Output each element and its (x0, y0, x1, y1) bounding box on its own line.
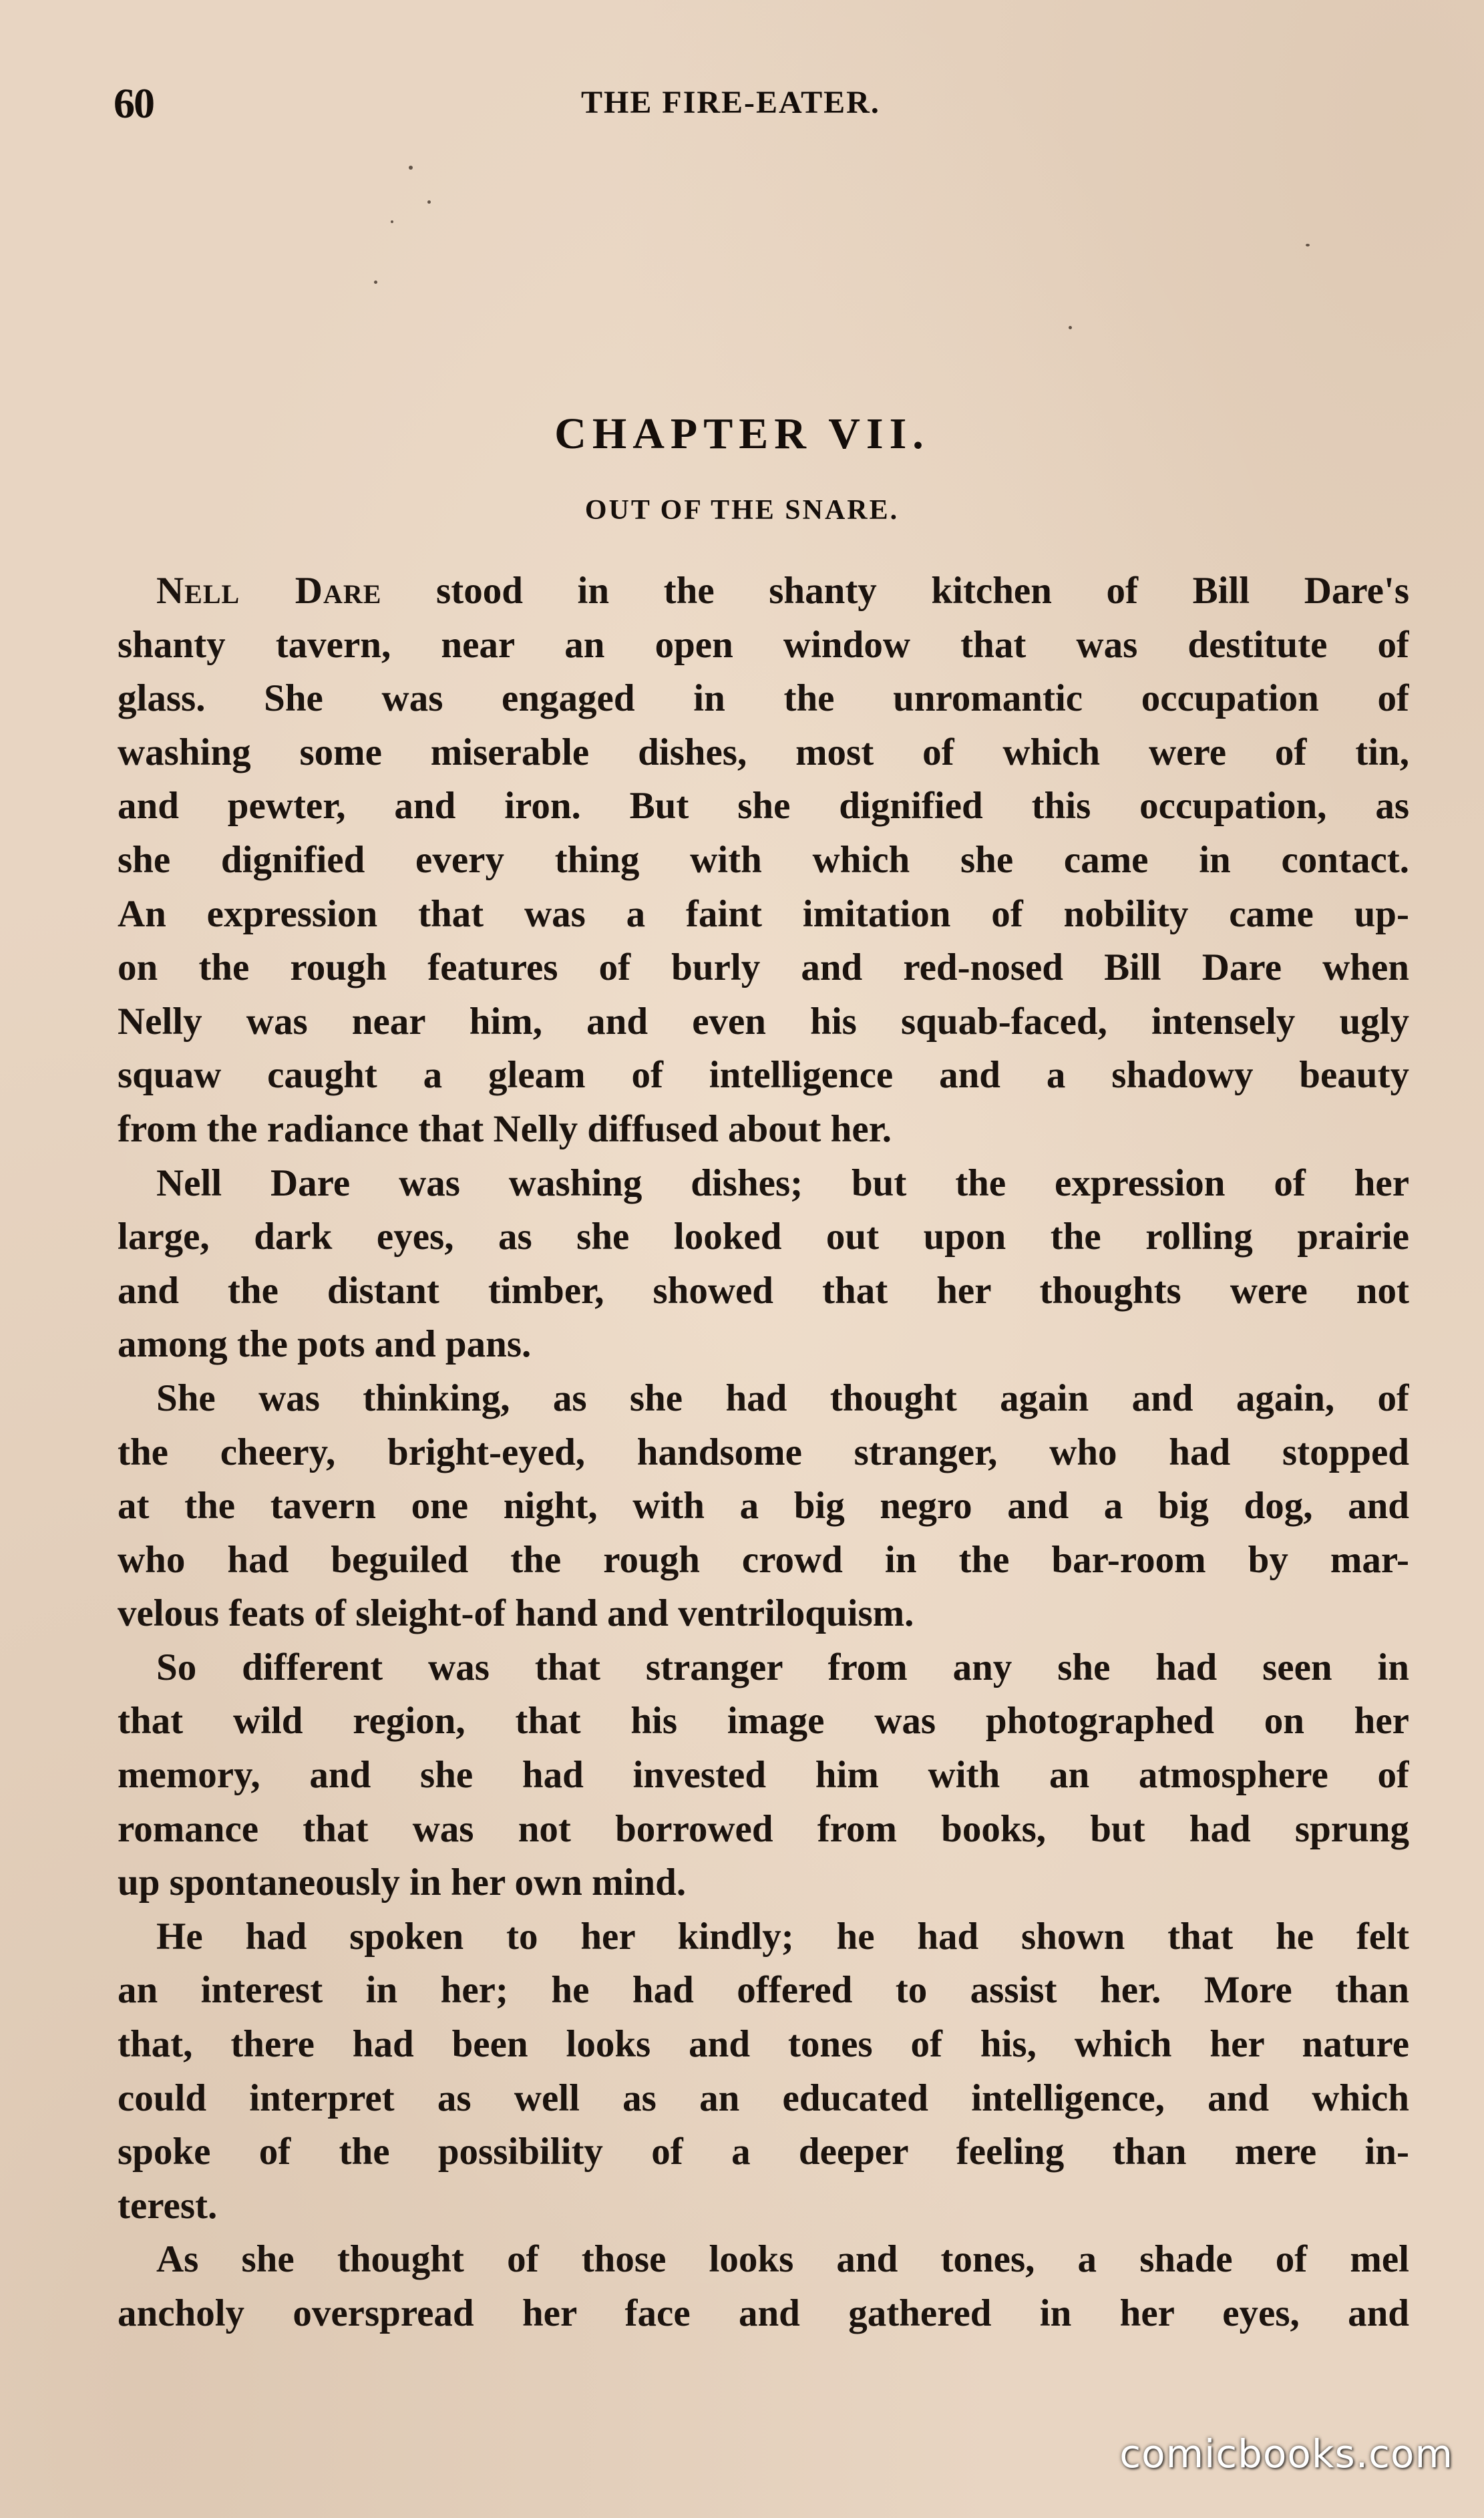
text-line: Nelly was near him, and even his squab-faced, intensely ugly (118, 1000, 1409, 1043)
text-line: and the distant timber, showed that her thoughts were not (118, 1269, 1409, 1312)
page-number: 60 (114, 79, 154, 127)
text-line: velous feats of sleight-of hand and ventriloquism. (118, 1592, 914, 1635)
text-line: that, there had been looks and tones of his, which her nature (118, 2023, 1409, 2066)
ink-speck (427, 200, 431, 204)
text-line: from the radiance that Nelly diffused about her. (118, 1107, 892, 1150)
running-title: THE FIRE-EATER. (581, 85, 880, 120)
lead-in: Nell Dare (156, 570, 382, 612)
ink-speck (374, 281, 377, 284)
text-line: that wild region, that his image was photographed on her (118, 1700, 1409, 1743)
text-line: at the tavern one night, with a big negro and a big dog, and (118, 1485, 1409, 1527)
text-line: ancholy overspread her face and gathered in her eyes, and (118, 2292, 1409, 2334)
ink-speck (1069, 326, 1072, 329)
text-line: Nell Dare was washing dishes; but the expression of her (156, 1161, 1409, 1204)
text-line: who had beguiled the rough crowd in the bar-room by mar- (118, 1538, 1409, 1581)
text-line: He had spoken to her kindly; he had shown that he felt (156, 1915, 1409, 1958)
text-line: She was thinking, as she had thought again and again, of (156, 1377, 1409, 1419)
text-line: could interpret as well as an educated intelligence, and which (118, 2077, 1409, 2119)
text-line: on the rough features of burly and red-nosed Bill Dare when (118, 946, 1409, 989)
chapter-heading: CHAPTER VII. (554, 409, 930, 458)
text-line: squaw caught a gleam of intelligence and a shadowy beauty (118, 1054, 1409, 1097)
text-line: and pewter, and iron. But she dignified this occupation, as (118, 785, 1409, 828)
text-line: up spontaneously in her own mind. (118, 1861, 687, 1904)
bleed-through-texture (120, 180, 1376, 528)
text-line: large, dark eyes, as she looked out upon the rolling prairie (118, 1216, 1409, 1258)
text-line: washing some miserable dishes, most of which were of tin, (118, 731, 1409, 773)
running-header (114, 79, 1416, 132)
ink-speck (409, 166, 413, 170)
text-line: terest. (118, 2184, 218, 2227)
text-line: memory, and she had invested him with an atmosphere of (118, 1754, 1409, 1797)
text-line: So different was that stranger from any she had seen in (156, 1646, 1409, 1688)
body-text (118, 564, 1409, 2341)
text-line: glass. She was engaged in the unromantic occupation of (118, 677, 1409, 720)
text-line: she dignified every thing with which she came in contact. (118, 838, 1409, 881)
text-line: An expression that was a faint imitation of nobility came up- (118, 892, 1409, 935)
chapter-subtitle: OUT OF THE SNARE. (584, 495, 900, 526)
text-line: an interest in her; he had offered to assist her. More than (118, 1969, 1409, 2012)
text-line: the cheery, bright-eyed, handsome stranger, who had stopped (118, 1431, 1409, 1473)
text-line: As she thought of those looks and tones, a shade of mel (156, 2238, 1409, 2281)
site-watermark: comicbooks.com (1119, 2431, 1453, 2477)
ink-speck (1306, 244, 1310, 246)
text-line: Nell Dare stood in the shanty kitchen of Bill Dare's (156, 570, 1409, 612)
text-line: shanty tavern, near an open window that was destitute of (118, 623, 1409, 666)
ink-speck (391, 220, 393, 223)
text-line: among the pots and pans. (118, 1323, 532, 1366)
text-line: romance that was not borrowed from books, but had sprung (118, 1807, 1409, 1850)
text-line: spoke of the possibility of a deeper feeling than mere in- (118, 2131, 1409, 2173)
